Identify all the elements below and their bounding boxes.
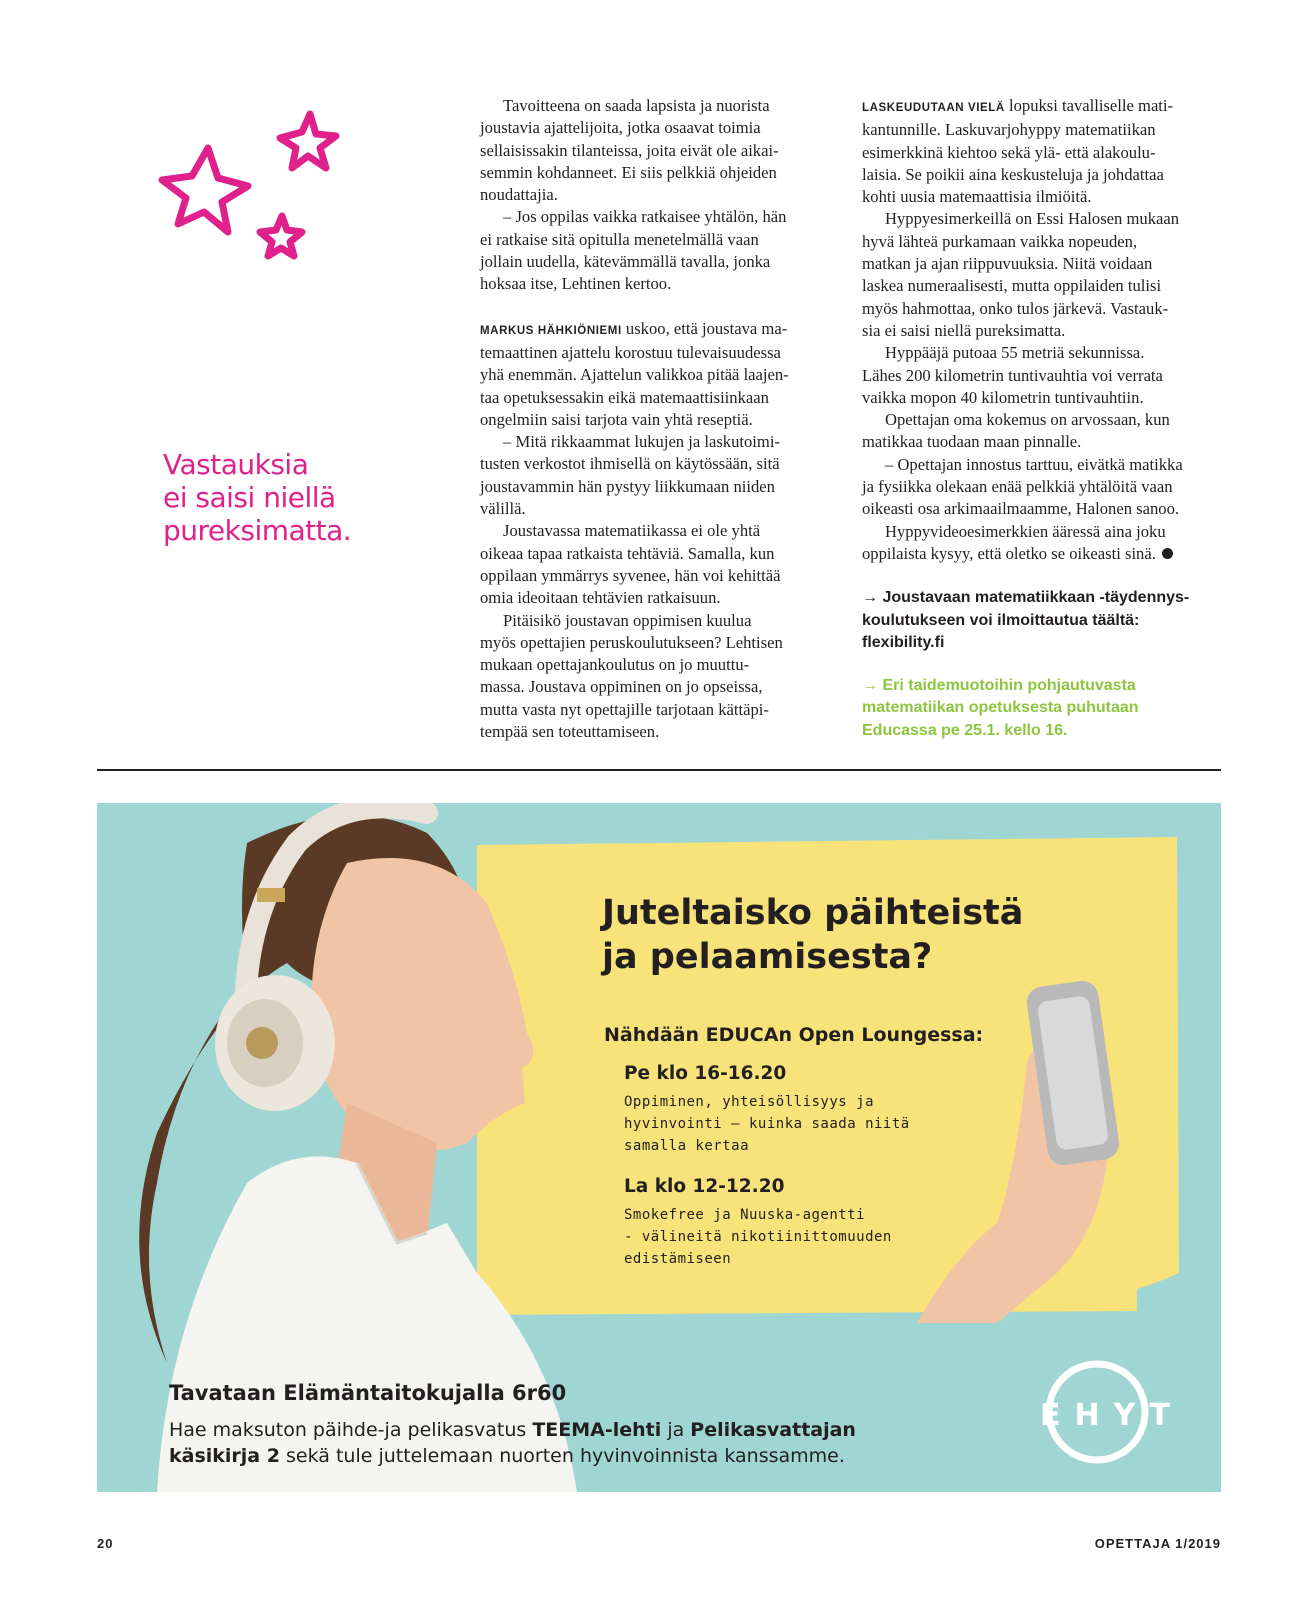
session-desc-friday: Oppiminen, yhteisöllisyys ja hyvinvointi – kuinka saada niitä samalla kertaa (624, 1094, 910, 1154)
info-note-educa: → Eri taidemuotoihin pohjautuvasta matematiikan opetuksesta puhutaan Educassa pe 25.1. kello 16. (862, 676, 1139, 739)
lead-in: MARKUS HÄHKIÖNIEMI (480, 324, 622, 337)
ad-location-title: Tavataan Elämäntaitokujalla 6r60 (169, 1381, 567, 1405)
section-divider (97, 769, 1221, 771)
decorative-stars-icon (150, 100, 350, 270)
paragraph: – Mitä rikkaammat lukujen ja laskutoimi- tusten verkostot ihmisellä on käytössään, sitä joustavammin hän pystyy liikkumaan niiden välillä. (480, 432, 780, 519)
pull-quote-line: ei saisi niellä (163, 481, 336, 514)
end-mark-icon (1162, 548, 1173, 559)
paragraph: Tavoitteena on saada lapsista ja nuorista joustavia ajattelijoita, jotka osaavat toimia sellaisissakin tilanteissa, joita eivät ole aikai- semmin kohdanneet. Ei siis pelkkiä ohjeiden noudattajia. (480, 96, 779, 205)
paragraph: Hyppyvideoesimerkkien ääressä aina joku oppilaista kysyy, että oletko se oikeasti sinä. (862, 521, 1222, 566)
ad-meet-text: Nähdään EDUCAn Open Loungessa: (604, 1024, 984, 1046)
ehyt-logo: EHYT (1040, 1398, 1184, 1433)
pull-quote-line: pureksimatta. (163, 514, 352, 547)
paragraph: LASKEUDUTAAN VIELÄ lopuksi tavalliselle mati- kantunnille. Laskuvarjohyppy matematiikan esimerkkinä kiehtoo sekä ylä- että alakoulu- laisia. Se poikii aina keskusteluja ja johdattaa kohti uusia matemaattisia ilmiöitä. (862, 96, 1174, 207)
ad-offer-text: Hae maksuton päihde-ja pelikasvatus TEEMA-lehti ja Pelikasvattajan käsikirja 2 sekä tule juttelemaan nuorten hyvinvoinnista kanssamme. (169, 1419, 856, 1467)
paragraph: Hyppyesimerkeillä on Essi Halosen mukaan hyvä lähteä purkamaan vaikka nopeuden, matkan ja ajan riippuvuuksia. Niitä voidaan laskea numeraalisesti, mutta oppilaiden tulisi myös hahmottaa, onko tulos järkevä. Vastauk- sia ei saisi niellä pureksimatta. (862, 209, 1180, 340)
article-column-2 (862, 95, 1222, 742)
session-time-friday: Pe klo 16-16.20 (624, 1063, 787, 1084)
session-desc-saturday: Smokefree ja Nuuska-agentti - välineitä nikotiinittomuuden edistämiseen (624, 1207, 892, 1267)
paragraph: Pitäisikö joustavan oppimisen kuulua myös opettajien peruskoulutukseen? Lehtisen mukaan opettajankoulutus on jo muuttu- massa. Joustava oppiminen on jo opseissa, mutta vasta nyt opettajille tarjotaan kättäpi- tempää sen toteuttamiseen. (480, 610, 783, 742)
page-number: 20 (97, 1536, 114, 1551)
info-note-registration: → Joustavaan matematiikkaan -täydennys- koulutukseen voi ilmoittautua täältä: flexibility.fi (862, 589, 1190, 652)
publication-name: OPETTAJA 1/2019 (1094, 1536, 1221, 1551)
session-time-saturday: La klo 12-12.20 (624, 1176, 785, 1197)
pull-quote (163, 448, 393, 547)
paragraph: Joustavassa matematiikassa ei ole yhtä oikeaa tapaa ratkaista tehtäviä. Samalla, kun oppilaan ymmärrys syvenee, hän voi kehittää omia ideoitaan tehtävien ratkaisuun. (480, 521, 781, 608)
lead-in: LASKEUDUTAAN VIELÄ (862, 102, 1005, 114)
ehyt-advertisement (97, 803, 1221, 1492)
article-column-1 (480, 95, 838, 743)
flexibility-link[interactable]: flexibility.fi (862, 634, 945, 652)
ad-headline: Juteltaisko päihteistä ja pelaamisesta? (602, 893, 1024, 977)
paragraph: – Jos oppilas vaikka ratkaisee yhtälön, hän ei ratkaise sitä opitulla menetelmällä vaan jollain uudella, kätevämmällä tavalla, jonka hoksaa itse, Lehtinen kertoo. (480, 207, 787, 294)
pull-quote-line: Vastauksia (163, 448, 309, 481)
paragraph: Hyppääjä putoaa 55 metriä sekunnissa. Lähes 200 kilometrin tuntivauhtia voi verrata vaikka mopon 40 kilometrin tuntivauhtiin. (862, 343, 1163, 407)
paragraph: – Opettajan innostus tarttuu, eivätkä matikka ja fysiikka olekaan enää pelkkiä yhtälöitä vaan oikeasti osa arkimaailmaamme, Halonen sanoo. (862, 454, 1183, 519)
paragraph: MARKUS HÄHKIÖNIEMI uskoo, että joustava ma- temaattinen ajattelu korostuu tulevaisuudessa yhä enemmän. Ajattelun valikkoa pitää laajen- taa opetuksessakin eikä matemaattisiinkaan ongelmiin saisi tarjota vain yhtä reseptiä. (480, 318, 789, 429)
paragraph: Opettajan oma kokemus on arvossaan, kun matikkaa tuodaan maan pinnalle. (862, 410, 1170, 452)
